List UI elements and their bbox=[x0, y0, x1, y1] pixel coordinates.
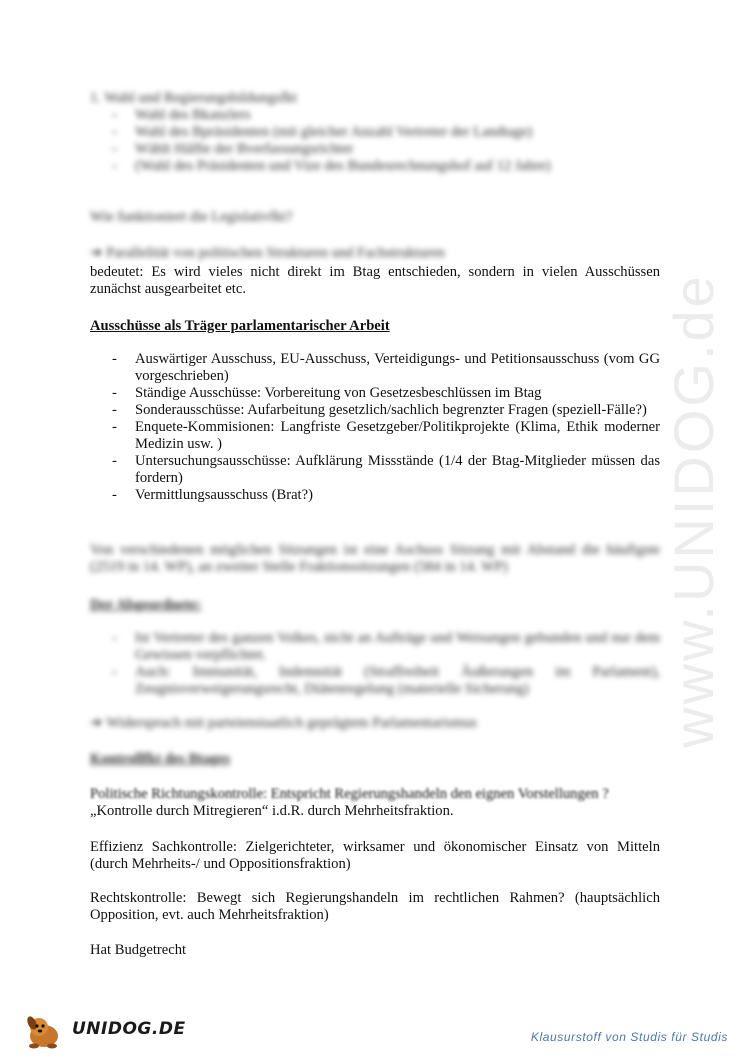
list-item: - Sonderausschüsse: Aufarbeitung gesetzlich/sachlich begrenzter Fragen (speziell-Fälle?) bbox=[90, 402, 660, 419]
list-item: - Wählt Hälfte der Bverfassungsrichter bbox=[90, 141, 660, 158]
section-election-heading: 1. Wahl und Regierungsbildungsfkt bbox=[90, 90, 297, 106]
right-arrow-icon: ➔ bbox=[90, 715, 103, 731]
list-item: - Enquete-Kommisionen: Langfriste Gesetzgeber/Politikprojekte (Klima, Ethik moderner Medizin usw. ) bbox=[90, 419, 660, 453]
list-item: - Auch: Immunität, Indemnität (Straffreiheit Äußerungen im Parlament), Zeugnisverweigerungsrecht, Diätenregelung (materielle Sicherung) bbox=[90, 664, 660, 698]
efficiency-control: Effizienz Sachkontrolle: Zielgerichteter, wirksamer und ökonomischer Einsatz von Mitteln (durch Mehrheits-/ und Oppositionsfraktion) bbox=[90, 839, 660, 872]
arrow-line-text: Parallelität von politischen Strukturen und Fachstrukturen bbox=[106, 245, 445, 261]
list-item: - Ständige Ausschüsse: Vorbereitung von Gesetzesbeschlüssen im Btag bbox=[90, 385, 660, 402]
legislative-arrow-line bbox=[90, 245, 660, 262]
right-arrow-icon: ➔ bbox=[90, 245, 103, 261]
legislative-question: Wie funktioniert die Legislativfkt? bbox=[90, 209, 293, 225]
list-item: - (Wahl des Präsidenten und Vize des Bundesrechnungshof auf 12 Jahre) bbox=[90, 158, 660, 175]
unidog-logo[interactable] bbox=[20, 1014, 190, 1050]
arrow-line-text: Widerspruch mit parteienstaatlich geprägtem Parlamentarismus bbox=[106, 715, 477, 731]
logo-text: UNIDOG.DE bbox=[72, 1019, 186, 1039]
budget-right: Hat Budgetrecht bbox=[90, 942, 187, 958]
list-item: - Untersuchungsausschüsse: Aufklärung Missstände (1/4 der Btag-Mitglieder müssen das fordern) bbox=[90, 453, 660, 487]
political-control-line: Politische Richtungskontrolle: Entspricht Regierungshandeln den eignen Vorstellungen ? bbox=[90, 786, 609, 802]
section-election bbox=[90, 90, 660, 175]
list-item: - Ist Vertreter des ganzen Volkes, nicht an Aufträge und Weisungen gebunden und nur dem Gewissen verpflichtet. bbox=[90, 630, 660, 664]
political-control-note: „Kontrolle durch Mitregieren“ i.d.R. durch Mehrheitsfraktion. bbox=[90, 803, 454, 819]
committees-heading: Ausschüsse als Träger parlamentarischer Arbeit bbox=[90, 318, 390, 334]
legislative-meaning: bedeutet: Es wird vieles nicht direkt im Btag entschieden, sondern in vielen Ausschüssen zunächst ausgearbeitet etc. bbox=[90, 264, 660, 297]
list-item: - Wahl des Bkanzlers bbox=[90, 107, 660, 124]
list-item: - Auswärtiger Ausschuss, EU-Ausschuss, Verteidigungs- und Petitionsausschuss (vom GG vorgeschrieben) bbox=[90, 351, 660, 385]
deputy-heading: Der Abgeordnete: bbox=[90, 597, 202, 613]
dog-icon bbox=[20, 1014, 70, 1050]
section-election-list bbox=[90, 107, 660, 175]
watermark bbox=[648, 272, 738, 748]
sessions-paragraph: Von verschiedenen möglichen Sitzungen ist eine Aschuss Sitzung mit Abstand die häufigste (2519 in 14. WP), an zweiter Stelle Fraktionssitzungen (584 in 14. WP) bbox=[90, 542, 660, 575]
list-item: - Wahl des Bpräsidenten (mit gleicher Anzahl Vertreter der Landtage) bbox=[90, 124, 660, 141]
committees-list bbox=[90, 351, 660, 504]
deputy-arrow-line bbox=[90, 715, 660, 732]
watermark-text: www.UNIDOG.de bbox=[661, 272, 725, 748]
list-item: - Vermittlungsausschuss (Brat?) bbox=[90, 487, 660, 504]
legal-control: Rechtskontrolle: Bewegt sich Regierungshandeln im rechtlichen Rahmen? (hauptsächlich Opposition, evt. auch Mehrheitsfraktion) bbox=[90, 890, 660, 923]
deputy-list bbox=[90, 630, 660, 698]
control-heading: Kontrollfkt des Btages bbox=[90, 751, 230, 767]
footer-slogan: Klausurstoff von Studis für Studis bbox=[530, 1030, 728, 1044]
